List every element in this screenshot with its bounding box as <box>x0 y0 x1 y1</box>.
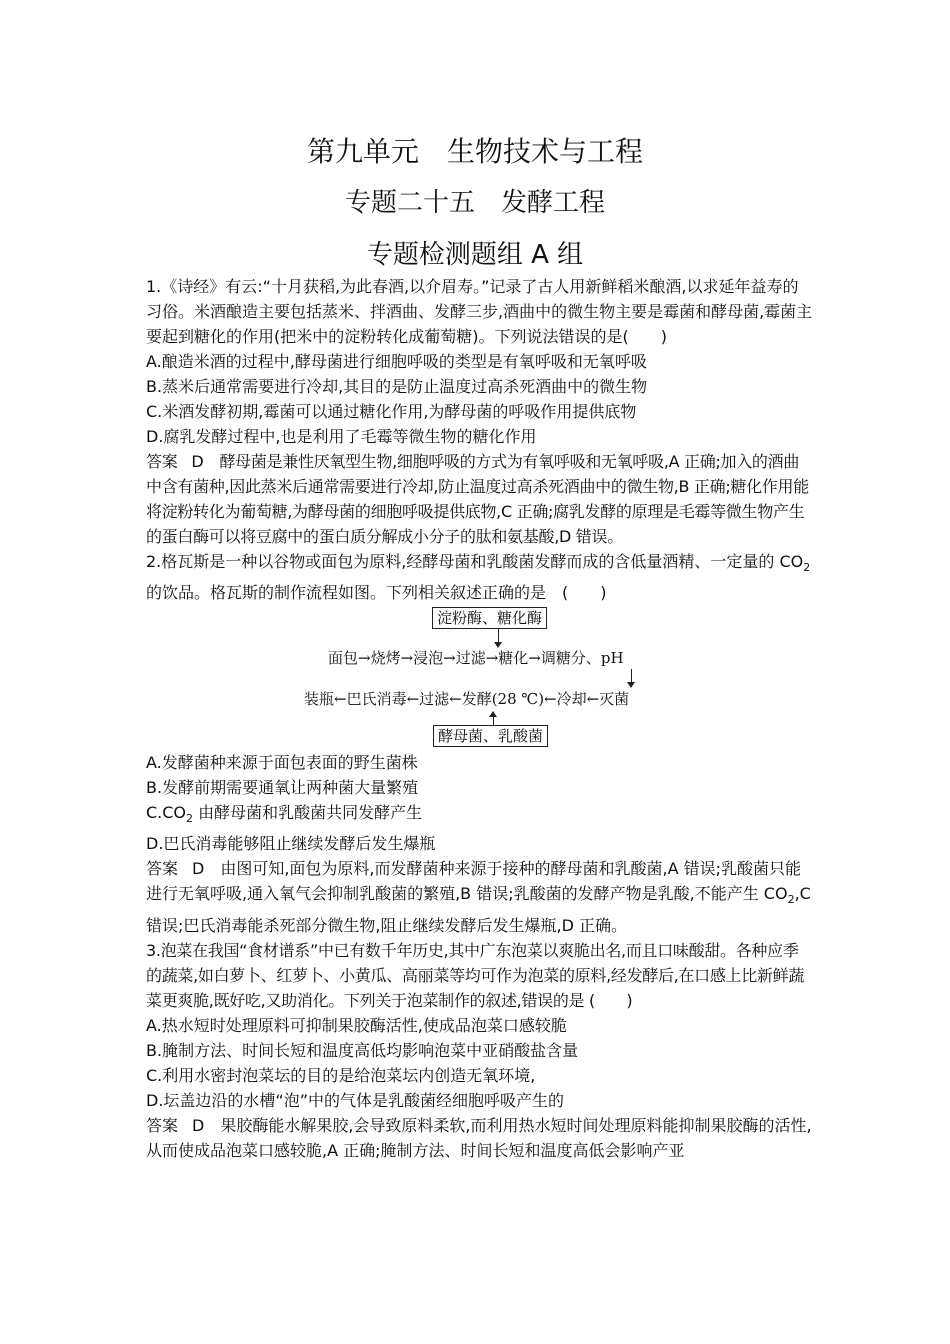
q1-answer <box>146 449 814 549</box>
q2-option-b: B.发酵前期需要通氧让两种菌大量繁殖 <box>146 778 419 798</box>
q1-stem: 1.《诗经》有云:“十月获稻,为此春酒,以介眉寿。”记录了古人用新鲜稻米酿酒,以求延年益寿的习俗。米酒酿造主要包括蒸米、拌酒曲、发酵三步,酒曲中的微生物主要是霉菌和酵母菌,霉菌主要起到糖化的作用(把米中的淀粉转化成葡萄糖)。下列说法错误的是( ) <box>146 277 813 346</box>
q2-stem-text: 2.格瓦斯是一种以谷物或面包为原料,经酵母菌和乳酸菌发酵而成的含低量酒精、一定量的 CO <box>146 552 804 571</box>
answer-explanation: 果胶酶能水解果胶,会导致原料柔软,而利用热水短时间处理原料能抑制果胶酶的活性,从而使成品泡菜口感较脆,A 正确;腌制方法、时间长短和温度高低会影响产亚 <box>146 1115 812 1160</box>
q2-answer <box>146 856 814 937</box>
q1-option-d: D.腐乳发酵过程中,也是利用了毛霉等微生物的糖化作用 <box>146 427 537 446</box>
enzyme-box: 淀粉酶、糖化酶 <box>432 607 547 629</box>
option-text: C.CO <box>146 803 187 823</box>
title-block <box>0 130 950 278</box>
topic-title: 专题二十五 发酵工程 <box>344 188 605 218</box>
q1-option-c: C.米酒发酵初期,霉菌可以通过糖化作用,为酵母菌的呼吸作用提供底物 <box>146 402 637 421</box>
option-text-end: 由酵母菌和乳酸菌共同发酵产生 <box>193 803 423 823</box>
arrow-line <box>493 717 494 725</box>
arrow-line <box>498 629 499 643</box>
q1-option-a: A.酿造米酒的过程中,酵母菌进行细胞呼吸的类型是有氧呼吸和无氧呼吸 <box>146 352 647 371</box>
q2-stem <box>146 549 814 605</box>
subscript: 2 <box>803 561 811 575</box>
answer-letter: D <box>191 452 204 471</box>
group-title: 专题检测题组 A 组 <box>366 240 584 270</box>
q3-option-b: B.腌制方法、时间长短和温度高低均影响泡菜中亚硝酸盐含量 <box>146 1040 579 1060</box>
q3-option-c: C.利用水密封泡菜坛的目的是给泡菜坛内创造无氧环境, <box>146 1065 536 1085</box>
subscript: 2 <box>787 893 795 907</box>
strain-box: 酵母菌、乳酸菌 <box>433 725 548 747</box>
q3-option-a: A.热水短时处理原料可抑制果胶酶活性,使成品泡菜口感较脆 <box>146 1015 567 1035</box>
arrow-down-icon <box>627 682 635 688</box>
unit-title: 第九单元 生物技术与工程 <box>306 135 643 168</box>
answer-label: 答案 <box>146 859 179 879</box>
question-list <box>146 274 814 1163</box>
arrow-line <box>631 669 632 683</box>
q2-option-a: A.发酵菌种来源于面包表面的野生菌株 <box>146 753 418 773</box>
q2-option-c <box>146 800 814 831</box>
q3-answer <box>146 1113 814 1163</box>
answer-label: 答案 <box>146 452 178 471</box>
answer-label: 答案 <box>146 1115 179 1135</box>
answer-letter: D <box>192 1115 205 1135</box>
q3-stem: 3.泡菜在我国“食材谱系”中已有数千年历史,其中广东泡菜以爽脆出名,而且口味酸甜。各种应季的蔬菜,如白萝卜、红萝卜、小黄瓜、高丽菜等均可作为泡菜的原料,经发酵后,在口感上比新鲜蔬菜更爽脆,既好吃,又助消化。下列关于泡菜制作的叙述,错误的是 ( ) <box>146 940 805 1010</box>
q2-stem-text-end: 的饮品。格瓦斯的制作流程如图。下列相关叙述正确的是 ( ) <box>146 583 607 603</box>
process-flow-diagram <box>146 605 814 750</box>
subscript: 2 <box>186 812 194 826</box>
answer-explanation: 由图可知,面包为原料,而发酵菌种来源于接种的酵母菌和乳酸菌,A 错误;乳酸菌只能进行无氧呼吸,通入氧气会抑制乳酸菌的繁殖,B 错误;乳酸菌的发酵产物是乳酸,不能产生 CO <box>146 859 802 904</box>
flow-row-forward: 面包→烧烤→浸泡→过滤→糖化→调糖分、pH <box>328 649 624 668</box>
answer-explanation-end: ,C 错误;巴氏消毒能杀死部分微生物,阻止继续发酵后发生爆瓶,D 正确。 <box>146 884 811 935</box>
answer-letter: D <box>192 859 205 879</box>
q1-option-b: B.蒸米后通常需要进行冷却,其目的是防止温度过高杀死酒曲中的微生物 <box>146 377 648 396</box>
q2-option-d: D.巴氏消毒能够阻止继续发酵后发生爆瓶 <box>146 834 436 854</box>
q3-option-d: D.坛盖边沿的水槽“泡”中的气体是乳酸菌经细胞呼吸产生的 <box>146 1090 564 1110</box>
flow-row-backward: 装瓶←巴氏消毒←过滤←发酵(28 ℃)←冷却←灭菌 <box>304 690 630 709</box>
answer-explanation: 酵母菌是兼性厌氧型生物,细胞呼吸的方式为有氧呼吸和无氧呼吸,A 正确;加入的酒曲中含有菌种,因此蒸米后通常需要进行冷却,防止温度过高杀死酒曲中的微生物,B 正确;糖化作用能将淀粉转化为葡萄糖,为酵母菌的细胞呼吸提供底物,C 正确;腐乳发酵的原理是毛霉等微生物产生的蛋白酶可以将豆腐中的蛋白质分解成小分子的肽和氨基酸,D 错误。 <box>146 452 809 546</box>
